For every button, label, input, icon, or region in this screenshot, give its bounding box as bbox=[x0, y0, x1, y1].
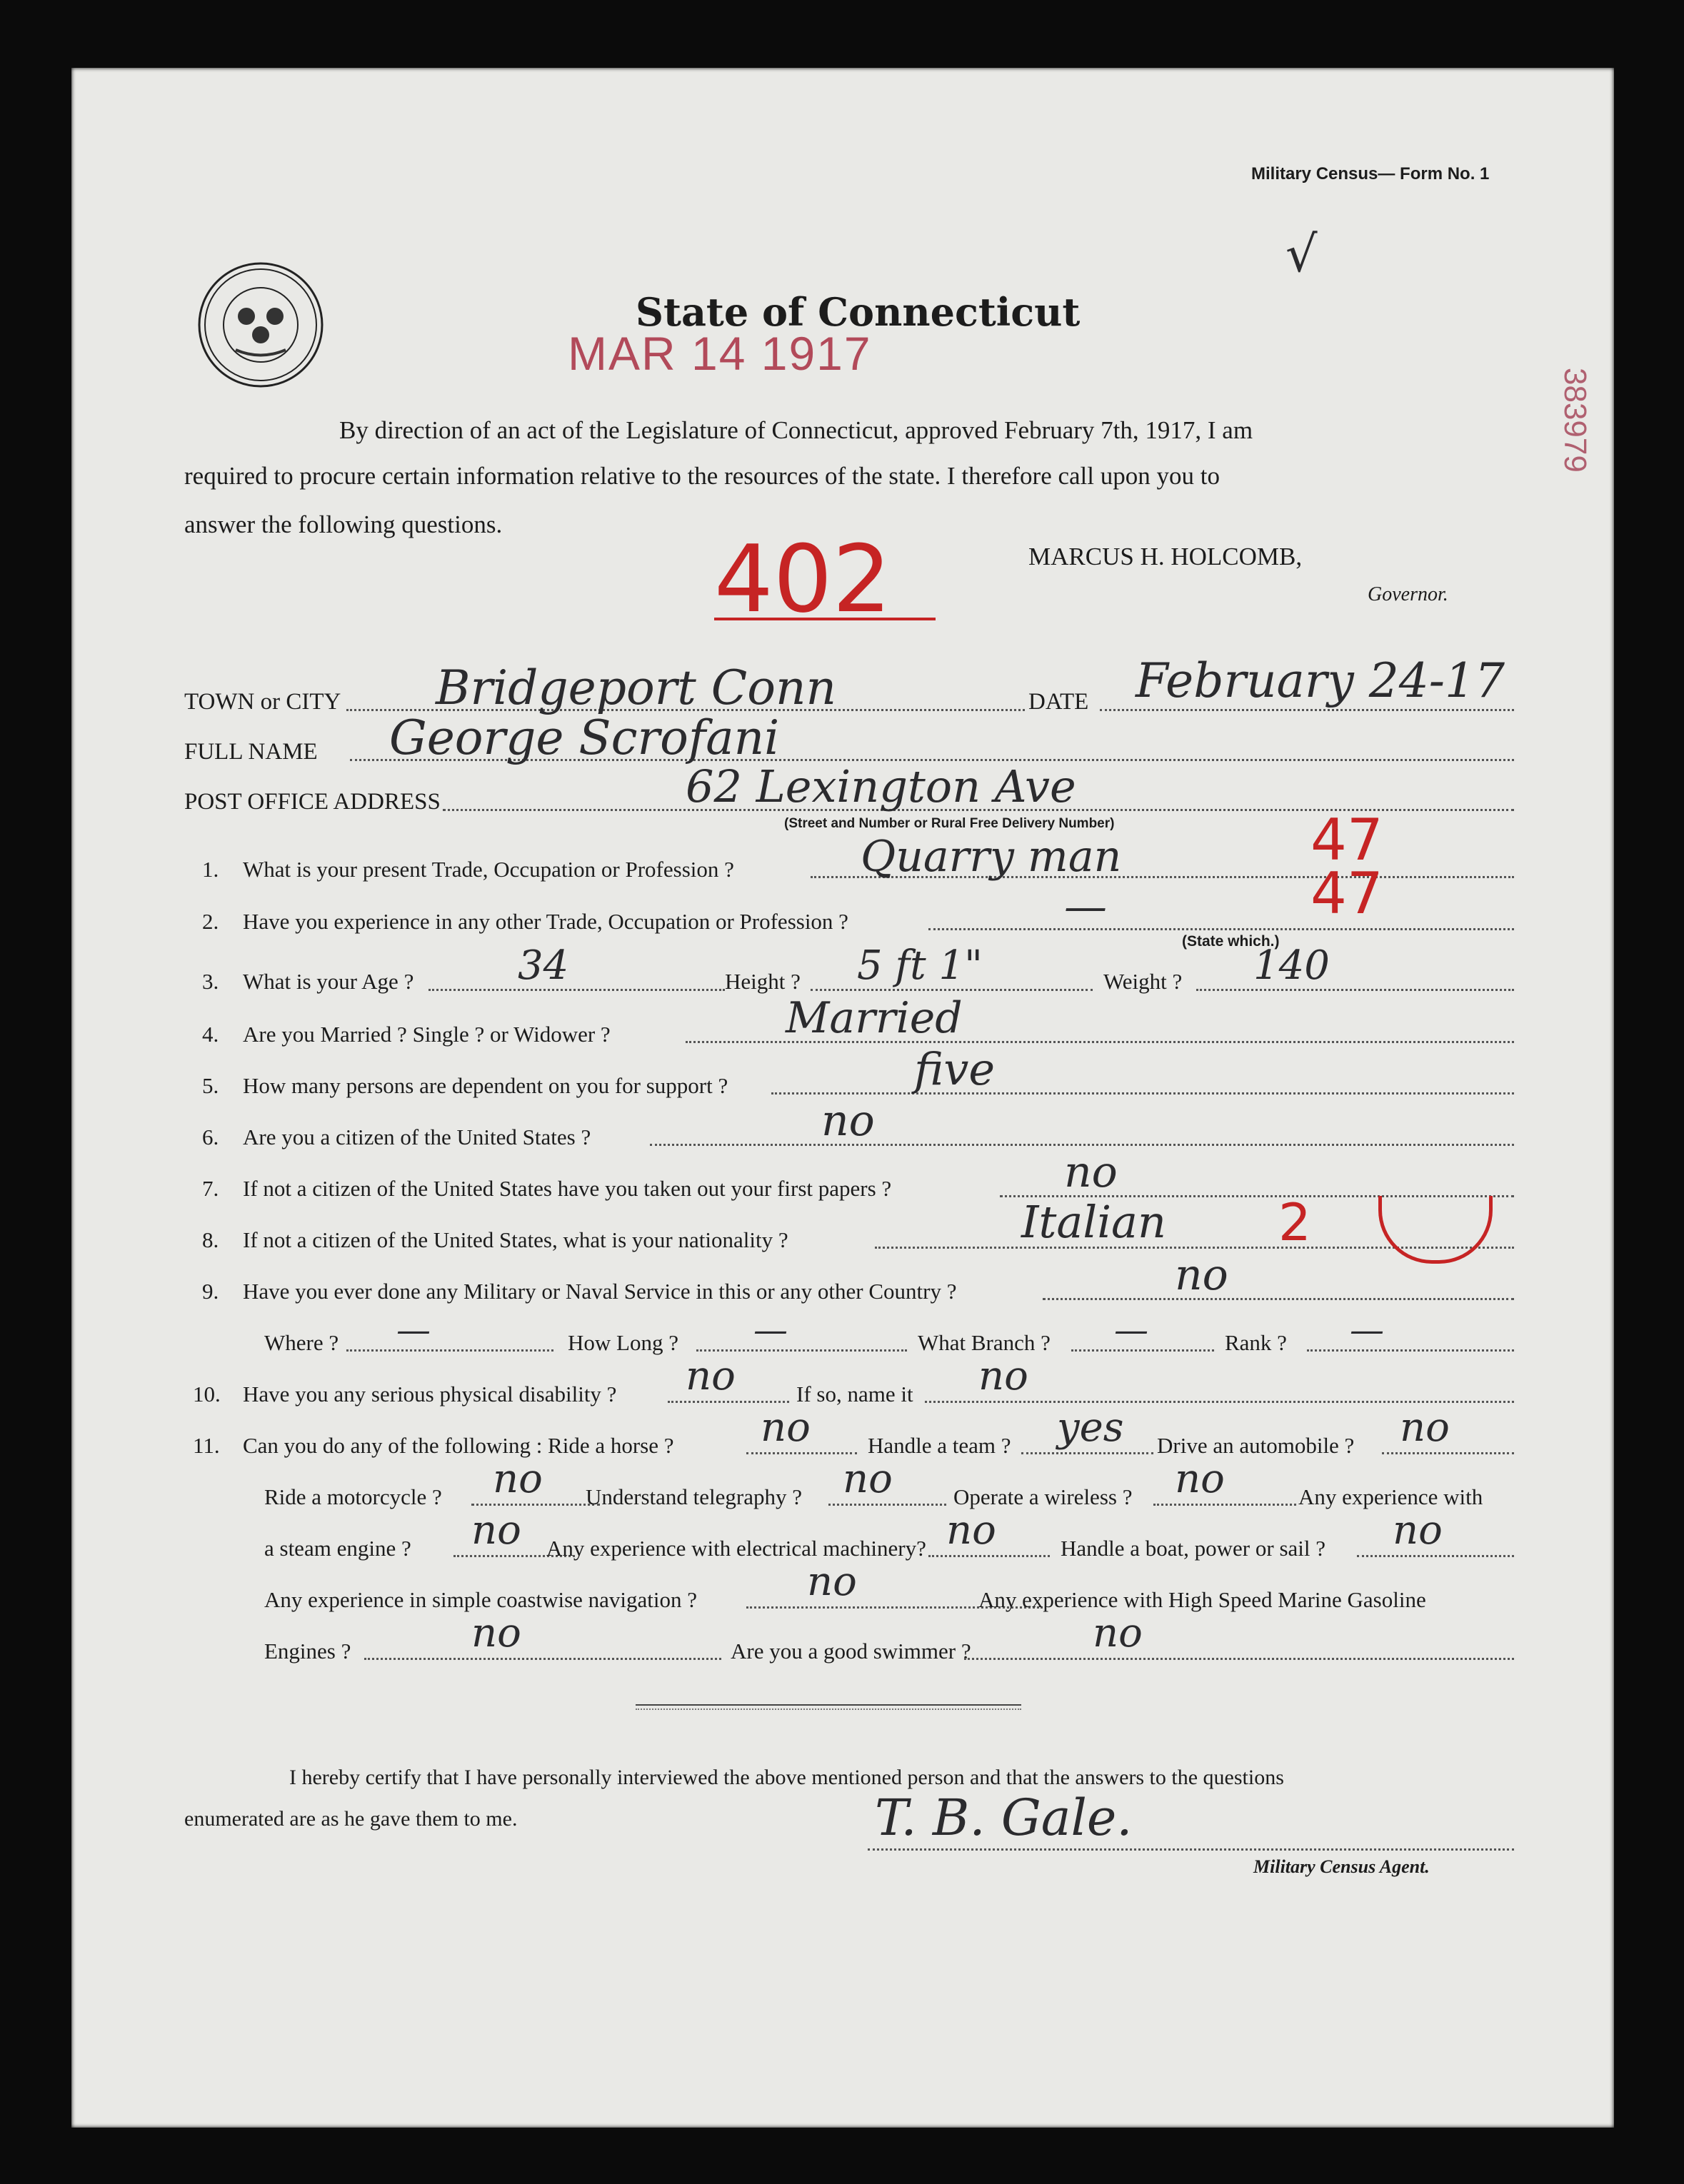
received-date-stamp: MAR 14 1917 bbox=[568, 327, 872, 380]
q11-wireless: no bbox=[1175, 1456, 1225, 1502]
q11-intro: Can you do any of the following : Ride a horse ? bbox=[243, 1433, 674, 1458]
q11-number: 11. bbox=[193, 1433, 220, 1458]
q9-where: — bbox=[396, 1310, 431, 1350]
q11-steam-pre: Any experience with bbox=[1298, 1484, 1483, 1509]
q8-number: 8. bbox=[202, 1227, 219, 1252]
q11-team-label: Handle a team ? bbox=[868, 1433, 1011, 1458]
q2-answer: — bbox=[1064, 882, 1107, 932]
q9-branch: — bbox=[1114, 1310, 1148, 1350]
q9-branch-label: What Branch ? bbox=[918, 1330, 1051, 1355]
name-value: George Scrofani bbox=[389, 710, 780, 765]
q11-auto: no bbox=[1400, 1404, 1450, 1451]
q11-tele: no bbox=[843, 1456, 893, 1502]
q11-elec-label: Any experience with electrical machinery? bbox=[546, 1536, 926, 1561]
q11-horse: no bbox=[761, 1404, 811, 1451]
red-circle-mark bbox=[1378, 1196, 1493, 1264]
form-id: Military Census— Form No. 1 bbox=[1251, 164, 1490, 183]
q5-answer: five bbox=[914, 1043, 996, 1095]
q2-text: Have you experience in any other Trade, Occupation or Profession ? bbox=[243, 909, 848, 934]
q10-answer: no bbox=[686, 1353, 736, 1399]
address-hint: (Street and Number or Rural Free Delivery Number) bbox=[784, 816, 1115, 831]
certification-line-1: I hereby certify that I have personally interviewed the above mentioned person and that the answers to the questions bbox=[289, 1766, 1284, 1789]
red-code-1: 47 bbox=[1310, 807, 1383, 873]
q9-howlong-label: How Long ? bbox=[568, 1330, 678, 1355]
q11-marine-label: Any experience with High Speed Marine Gasoline bbox=[978, 1587, 1426, 1612]
q9-rank-label: Rank ? bbox=[1225, 1330, 1287, 1355]
address-value: 62 Lexington Ave bbox=[686, 760, 1076, 812]
q10-text: Have you any serious physical disability ? bbox=[243, 1382, 617, 1406]
q11-steam: no bbox=[471, 1507, 521, 1554]
q3-height-label: Height ? bbox=[725, 969, 801, 994]
q9-number: 9. bbox=[202, 1279, 219, 1304]
q1-answer: Quarry man bbox=[861, 832, 1122, 882]
q11-engines-label: Engines ? bbox=[264, 1639, 351, 1664]
date-label: DATE bbox=[1028, 689, 1089, 715]
q9-rank: — bbox=[1350, 1310, 1384, 1350]
form-title: State of Connecticut bbox=[636, 289, 1081, 335]
q11-moto: no bbox=[493, 1456, 543, 1502]
q9-answer: no bbox=[1175, 1250, 1228, 1300]
q10-name: no bbox=[978, 1353, 1028, 1399]
q11-boat-label: Handle a boat, power or sail ? bbox=[1061, 1536, 1326, 1561]
red-code-2: 47 bbox=[1310, 860, 1383, 927]
governor-name: MARCUS H. HOLCOMB, bbox=[1028, 543, 1303, 570]
q11-tele-label: Understand telegraphy ? bbox=[586, 1484, 802, 1509]
q3-age: 34 bbox=[518, 942, 569, 989]
governor-title: Governor. bbox=[1368, 583, 1448, 605]
q4-answer: Married bbox=[786, 993, 963, 1043]
q11-boat: no bbox=[1393, 1507, 1443, 1554]
q2-hint: (State which.) bbox=[1182, 933, 1280, 950]
census-form bbox=[71, 68, 1614, 2128]
q3-height: 5 ft 1" bbox=[857, 942, 983, 989]
agent-title: Military Census Agent. bbox=[1253, 1856, 1430, 1877]
q8-answer: Italian bbox=[1021, 1196, 1166, 1248]
q3-number: 3. bbox=[202, 969, 219, 994]
q6-text: Are you a citizen of the United States ? bbox=[243, 1124, 591, 1149]
q5-text: How many persons are dependent on you for support ? bbox=[243, 1073, 728, 1098]
q6-answer: no bbox=[821, 1096, 875, 1146]
q11-moto-label: Ride a motorcycle ? bbox=[264, 1484, 442, 1509]
divider bbox=[636, 1704, 1021, 1710]
date-value: February 24-17 bbox=[1136, 653, 1505, 708]
q8-text: If not a citizen of the United States, what is your nationality ? bbox=[243, 1227, 788, 1252]
q3-weight-label: Weight ? bbox=[1103, 969, 1183, 994]
q11-engines: no bbox=[471, 1610, 521, 1656]
q6-number: 6. bbox=[202, 1124, 219, 1149]
q7-number: 7. bbox=[202, 1176, 219, 1201]
intro-line-2: required to procure certain information relative to the resources of the state. I therefore call upon you to bbox=[184, 462, 1220, 490]
certification-line-2: enumerated are as he gave them to me. bbox=[184, 1807, 518, 1831]
intro-line-3: answer the following questions. bbox=[184, 510, 503, 538]
agent-signature: T. B. Gale. bbox=[875, 1788, 1133, 1847]
q11-wireless-label: Operate a wireless ? bbox=[953, 1484, 1133, 1509]
q9-text: Have you ever done any Military or Naval Service in this or any other Country ? bbox=[243, 1279, 957, 1304]
red-number: 402 bbox=[714, 525, 892, 633]
q11-steam-label: a steam engine ? bbox=[264, 1536, 411, 1561]
q10-name-label: If so, name it bbox=[796, 1382, 913, 1406]
q4-text: Are you Married ? Single ? or Widower ? bbox=[243, 1022, 611, 1047]
q9-where-label: Where ? bbox=[264, 1330, 339, 1355]
q7-answer: no bbox=[1064, 1147, 1118, 1197]
q11-swim-label: Are you a good swimmer ? bbox=[731, 1639, 971, 1664]
address-label: POST OFFICE ADDRESS bbox=[184, 789, 441, 815]
q11-elec: no bbox=[946, 1507, 996, 1554]
q1-number: 1. bbox=[202, 857, 219, 882]
q3-weight: 140 bbox=[1253, 942, 1330, 989]
q4-number: 4. bbox=[202, 1022, 219, 1047]
q9-howlong: — bbox=[753, 1310, 788, 1350]
state-seal bbox=[196, 261, 325, 389]
q2-number: 2. bbox=[202, 909, 219, 934]
q3-age-label: What is your Age ? bbox=[243, 969, 414, 994]
q7-text: If not a citizen of the United States have you taken out your first papers ? bbox=[243, 1176, 892, 1201]
red-underline bbox=[714, 618, 936, 620]
q11-swim: no bbox=[1093, 1610, 1143, 1656]
checkmark: √ bbox=[1285, 225, 1318, 283]
intro-line-1: By direction of an act of the Legislature of Connecticut, approved February 7th, 1917, I am bbox=[339, 416, 1253, 444]
town-label: TOWN or CITY bbox=[184, 689, 341, 715]
q11-coast: no bbox=[807, 1559, 857, 1605]
serial-number: 383979 bbox=[1558, 368, 1593, 473]
q1-text: What is your present Trade, Occupation or Profession ? bbox=[243, 857, 734, 882]
q5-number: 5. bbox=[202, 1073, 219, 1098]
name-label: FULL NAME bbox=[184, 739, 318, 765]
q11-auto-label: Drive an automobile ? bbox=[1157, 1433, 1355, 1458]
red-code-3: 2 bbox=[1278, 1192, 1311, 1252]
town-value: Bridgeport Conn bbox=[436, 660, 836, 715]
q11-team: yes bbox=[1057, 1404, 1124, 1451]
q10-number: 10. bbox=[193, 1382, 221, 1406]
q11-coast-label: Any experience in simple coastwise navigation ? bbox=[264, 1587, 698, 1612]
